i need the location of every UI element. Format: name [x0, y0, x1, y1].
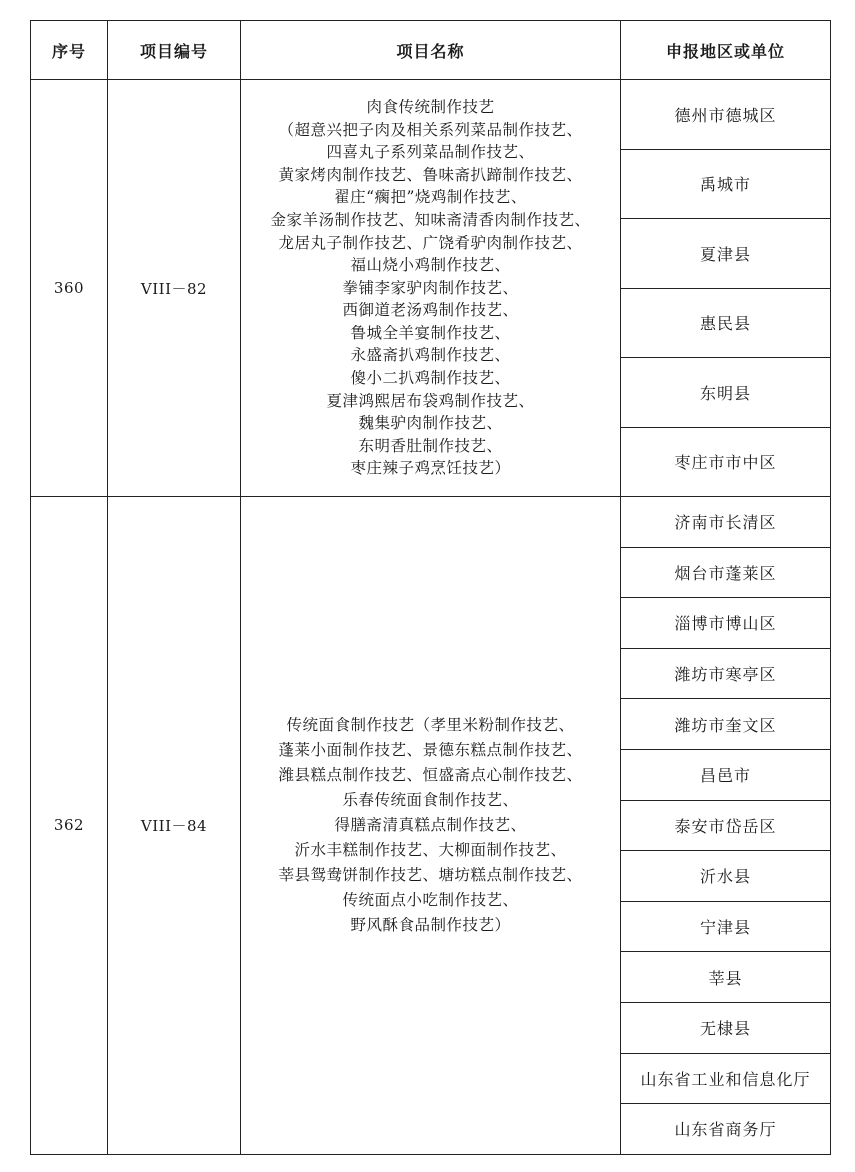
table-row — [31, 497, 831, 548]
region-cell: 惠民县 — [621, 288, 831, 358]
name-line: 蓬莱小面制作技艺、景德东糕点制作技艺、 — [278, 740, 583, 759]
heritage-project-table — [30, 20, 831, 1155]
header-region: 申报地区或单位 — [621, 21, 831, 80]
name-line: 永盛斋扒鸡制作技艺、 — [350, 346, 511, 365]
name-line: 拳铺李家驴肉制作技艺、 — [342, 278, 519, 297]
name-line: 传统面点小吃制作技艺、 — [342, 890, 519, 909]
name-line: 传统面食制作技艺（孝里米粉制作技艺、 — [286, 715, 575, 734]
name-line: 肉食传统制作技艺 — [366, 97, 495, 116]
name-line: 乐春传统面食制作技艺、 — [342, 790, 519, 809]
table-row — [31, 80, 831, 150]
region-cell: 禹城市 — [621, 149, 831, 219]
name-cell — [241, 80, 621, 497]
header-seq: 序号 — [31, 21, 108, 80]
name-line: 野风酥食品制作技艺） — [350, 915, 511, 934]
name-line: 夏津鸿熙居布袋鸡制作技艺、 — [326, 391, 535, 410]
region-cell: 德州市德城区 — [621, 80, 831, 150]
region-cell: 烟台市蓬莱区 — [621, 547, 831, 598]
name-line: 金家羊汤制作技艺、知味斋清香肉制作技艺、 — [270, 210, 591, 229]
code-cell: VIII－82 — [108, 80, 241, 497]
region-cell: 山东省工业和信息化厅 — [621, 1053, 831, 1104]
region-cell: 济南市长清区 — [621, 497, 831, 548]
name-line: 黄家烤肉制作技艺、鲁味斋扒蹄制作技艺、 — [278, 165, 583, 184]
seq-cell: 362 — [31, 497, 108, 1155]
region-cell: 宁津县 — [621, 901, 831, 952]
name-line: 东明香肚制作技艺、 — [358, 436, 503, 455]
region-cell: 泰安市岱岳区 — [621, 800, 831, 851]
name-line: （超意兴把子肉及相关系列菜品制作技艺、 — [278, 120, 583, 139]
region-cell: 潍坊市奎文区 — [621, 699, 831, 750]
region-cell: 枣庄市市中区 — [621, 427, 831, 497]
region-cell: 东明县 — [621, 358, 831, 428]
name-line: 潍县糕点制作技艺、恒盛斋点心制作技艺、 — [278, 765, 583, 784]
name-line: 四喜丸子系列菜品制作技艺、 — [326, 143, 535, 162]
seq-cell: 360 — [31, 80, 108, 497]
code-cell: VIII－84 — [108, 497, 241, 1155]
name-cell — [241, 497, 621, 1155]
region-cell: 沂水县 — [621, 851, 831, 902]
name-line: 枣庄辣子鸡烹饪技艺） — [350, 459, 511, 478]
name-line: 傻小二扒鸡制作技艺、 — [350, 369, 511, 388]
name-line: 翟庄“瘸把”烧鸡制作技艺、 — [334, 188, 527, 207]
header-row — [31, 21, 831, 80]
region-cell: 无棣县 — [621, 1002, 831, 1053]
region-cell: 夏津县 — [621, 219, 831, 289]
name-line: 魏集驴肉制作技艺、 — [358, 414, 503, 433]
region-cell: 山东省商务厅 — [621, 1104, 831, 1155]
name-line: 得膳斋清真糕点制作技艺、 — [334, 815, 527, 834]
name-line: 沂水丰糕制作技艺、大柳面制作技艺、 — [294, 840, 567, 859]
name-line: 福山烧小鸡制作技艺、 — [350, 256, 511, 275]
region-cell: 昌邑市 — [621, 749, 831, 800]
region-cell: 莘县 — [621, 952, 831, 1003]
name-line: 龙居丸子制作技艺、广饶肴驴肉制作技艺、 — [278, 233, 583, 252]
header-code: 项目编号 — [108, 21, 241, 80]
region-cell: 潍坊市寒亭区 — [621, 648, 831, 699]
name-line: 西御道老汤鸡制作技艺、 — [342, 301, 519, 320]
header-name: 项目名称 — [241, 21, 621, 80]
name-line: 莘县鸳鸯饼制作技艺、塘坊糕点制作技艺、 — [278, 865, 583, 884]
name-line: 鲁城全羊宴制作技艺、 — [350, 323, 511, 342]
region-cell: 淄博市博山区 — [621, 598, 831, 649]
